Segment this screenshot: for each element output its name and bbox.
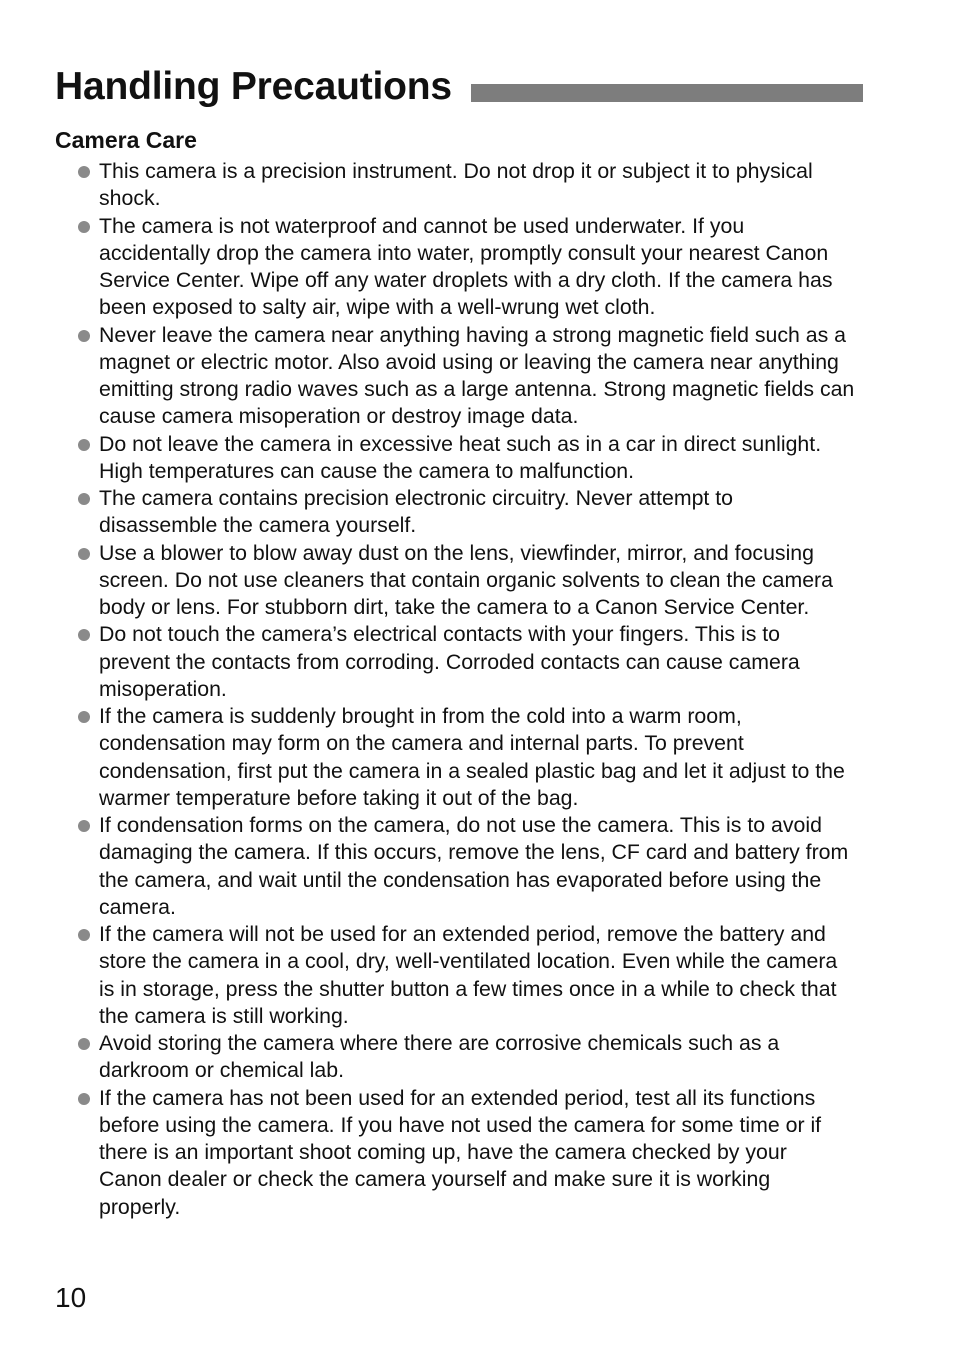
page-number: 10 <box>55 1282 87 1313</box>
bullet-icon <box>78 548 90 560</box>
precautions-list <box>55 158 855 1221</box>
list-item-text: Never leave the camera near anything having a strong magnetic field such as a magnet or electric motor. Also avoid using or leaving the camera near anything emitting strong radio waves such as a large antenna. Strong magnetic fields can cause camera misoperation or destroy image data. <box>99 322 855 429</box>
bullet-icon <box>78 330 90 342</box>
list-item <box>55 213 855 322</box>
bullet-icon <box>78 820 90 832</box>
list-item-text: If the camera has not been used for an extended period, test all its functions before using the camera. If you have not used the camera for some time or if there is an important shoot coming up, have the camera checked by your Canon dealer or check the camera yourself and make sure it is working properly. <box>99 1085 822 1219</box>
bullet-icon <box>78 1038 90 1050</box>
list-item-text: If condensation forms on the camera, do not use the camera. This is to avoid damaging the camera. If this occurs, remove the lens, CF card and battery from the camera, and wait until the condensation has evaporated before using the camera. <box>99 813 849 919</box>
page-title: Handling Precautions <box>55 65 452 108</box>
list-item <box>55 1085 855 1221</box>
list-item <box>55 485 855 540</box>
bullet-icon <box>78 711 90 723</box>
bullet-icon <box>78 493 90 505</box>
list-item-text: This camera is a precision instrument. Do not drop it or subject it to physical shock. <box>99 159 813 211</box>
title-decorative-bar <box>471 84 863 102</box>
title-row <box>55 62 863 112</box>
list-item-text: If the camera is suddenly brought in from the cold into a warm room, condensation may form on the camera and internal parts. To prevent condensation, first put the camera in a sealed plastic bag and let it adjust to the warmer temperature before taking it out of the bag. <box>99 704 845 810</box>
list-item-text: The camera is not waterproof and cannot be used underwater. If you accidentally drop the camera into water, promptly consult your nearest Canon Service Center. Wipe off any water droplets with a dry cloth. If the camera has been exposed to salty air, wipe with a well-wrung wet cloth. <box>99 213 833 320</box>
list-item <box>55 158 855 213</box>
bullet-icon <box>78 929 90 941</box>
list-item <box>55 703 855 812</box>
list-item-text: Do not leave the camera in excessive heat such as in a car in direct sunlight. High temperatures can cause the camera to malfunction. <box>99 431 822 483</box>
list-item-text: Use a blower to blow away dust on the lens, viewfinder, mirror, and focusing screen. Do not use cleaners that contain organic solvents to clean the camera body or lens. For stubborn dirt, take the camera to a Canon Service Center. <box>99 540 833 619</box>
list-item-text: Do not touch the camera’s electrical contacts with your fingers. This is to prevent the contacts from corroding. Corroded contacts can cause camera misoperation. <box>99 622 800 701</box>
bullet-icon <box>78 1093 90 1105</box>
list-item-text: The camera contains precision electronic circuitry. Never attempt to disassemble the camera yourself. <box>99 486 734 538</box>
list-item <box>55 540 855 622</box>
list-item <box>55 431 855 486</box>
list-item <box>55 921 855 1030</box>
list-item-text: Avoid storing the camera where there are corrosive chemicals such as a darkroom or chemical lab. <box>99 1031 780 1083</box>
list-item <box>55 322 855 431</box>
bullet-icon <box>78 221 90 233</box>
list-item <box>55 621 855 703</box>
list-item <box>55 812 855 921</box>
list-item-text: If the camera will not be used for an extended period, remove the battery and store the camera in a cool, dry, well-ventilated location. Even while the camera is in storage, press the shutter button a few times once in a while to check that the camera is still working. <box>99 922 838 1028</box>
list-item <box>55 1030 855 1085</box>
bullet-icon <box>78 439 90 451</box>
bullet-icon <box>78 166 90 178</box>
bullet-icon <box>78 629 90 641</box>
section-heading: Camera Care <box>55 127 197 153</box>
